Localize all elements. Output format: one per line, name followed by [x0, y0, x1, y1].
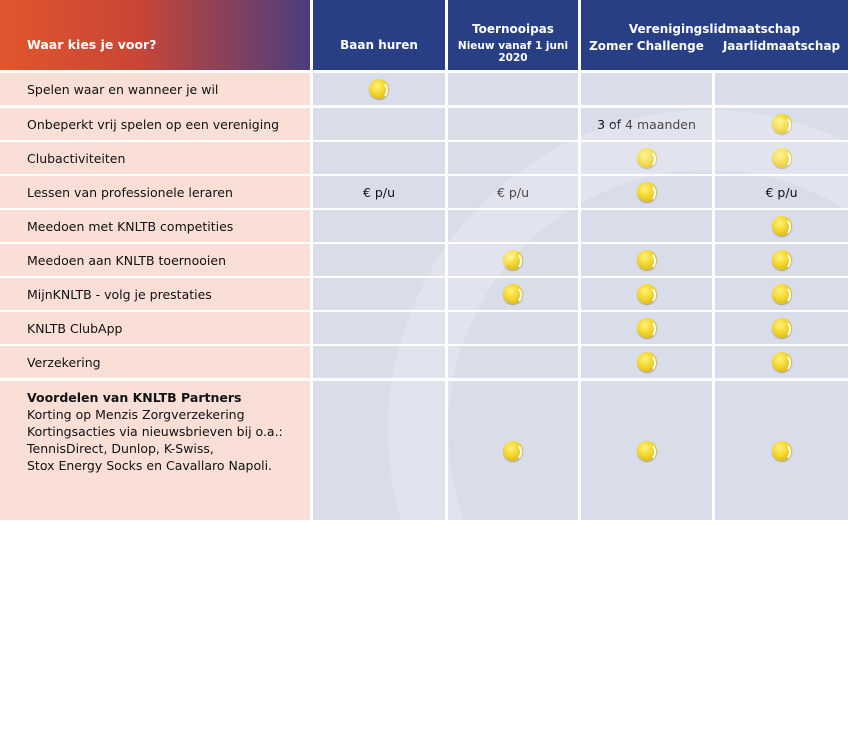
table-row-partners: [0, 381, 848, 520]
header-col-toernooipas: [448, 0, 578, 70]
tennis-ball-icon: [637, 182, 657, 202]
table-cell: [313, 142, 445, 174]
row-label: Onbeperkt vrij spelen op een vereniging: [0, 108, 310, 140]
row-label: MijnKNLTB - volg je prestaties: [0, 278, 310, 310]
header-col3-title: Zomer Challenge: [589, 39, 704, 53]
partners-title-text: Voordelen van KNLTB Partners: [27, 390, 242, 405]
table-cell: [313, 176, 445, 208]
tennis-ball-icon: [772, 441, 792, 461]
table-cell: [313, 381, 445, 520]
partners-line3: TennisDirect, Dunlop, K-Swiss,: [27, 441, 214, 456]
row-label: Clubactiviteiten: [0, 142, 310, 174]
table-cell: [448, 73, 578, 105]
cell-value: € p/u: [363, 184, 395, 200]
table-cell: [313, 210, 445, 242]
table-cell: [581, 312, 712, 344]
table-cell: [715, 210, 848, 242]
cell-value: € p/u: [765, 184, 798, 200]
partners-label: [0, 381, 310, 520]
table-cell: [313, 278, 445, 310]
table-cell: [313, 73, 445, 105]
header-group-verenigingslidmaatschap: [581, 0, 848, 70]
table-cell: [581, 346, 712, 378]
tennis-ball-icon: [772, 318, 792, 338]
table-cell: [581, 210, 712, 242]
table-row: [0, 176, 848, 208]
header-col2-title: Toernooipas: [472, 22, 554, 36]
tennis-ball-icon: [637, 318, 657, 338]
row-label: Lessen van professionele leraren: [0, 176, 310, 208]
table-cell: [448, 346, 578, 378]
header-col2-subtitle: Nieuw vanaf 1 juni 2020: [457, 40, 569, 64]
table-cell: [581, 176, 712, 208]
partners-title: [27, 389, 283, 406]
table-cell: [715, 176, 848, 208]
row-label: Meedoen aan KNLTB toernooien: [0, 244, 310, 276]
table-cell: [581, 142, 712, 174]
tennis-ball-icon: [772, 250, 792, 270]
header-question: Waar kies je voor?: [27, 37, 157, 52]
table-row: [0, 210, 848, 242]
table-cell: [313, 346, 445, 378]
table-cell: [715, 142, 848, 174]
partners-text: [27, 381, 283, 474]
table-cell: [313, 108, 445, 140]
header-col4-title: Jaarlidmaatschap: [722, 39, 841, 53]
table-cell: [313, 244, 445, 276]
tennis-ball-icon: [772, 216, 792, 236]
tennis-ball-icon: [772, 352, 792, 372]
table-cell: [715, 244, 848, 276]
table-cell: [448, 312, 578, 344]
tennis-ball-icon: [772, 284, 792, 304]
tennis-ball-icon: [637, 441, 657, 461]
row-label: Spelen waar en wanneer je wil: [0, 73, 310, 105]
table-cell: [448, 108, 578, 140]
table-cell: [715, 278, 848, 310]
table-cell: [448, 278, 578, 310]
row-label: KNLTB ClubApp: [0, 312, 310, 344]
table-row: [0, 312, 848, 344]
table-cell: [581, 381, 712, 520]
tennis-ball-icon: [772, 148, 792, 168]
partners-line4: Stox Energy Socks en Cavallaro Napoli.: [27, 458, 273, 473]
table-cell: [715, 73, 848, 105]
table-cell: [715, 381, 848, 520]
table-cell: [448, 381, 578, 520]
tennis-ball-icon: [637, 148, 657, 168]
table-cell: [448, 210, 578, 242]
table-cell: [715, 312, 848, 344]
table-row: [0, 108, 848, 140]
row-label: Meedoen met KNLTB competities: [0, 210, 310, 242]
table-row: [0, 142, 848, 174]
table-cell: [448, 142, 578, 174]
table-cell: [715, 108, 848, 140]
header-group-title: Verenigingslidmaatschap: [628, 22, 801, 36]
table-row: [0, 346, 848, 378]
cell-value: € p/u: [497, 184, 529, 200]
table-cell: [715, 346, 848, 378]
partners-line1: Korting op Menzis Zorgverzekering: [27, 407, 245, 422]
header-col1-title: Baan huren: [340, 38, 418, 52]
table-row: [0, 73, 848, 105]
tennis-ball-icon: [503, 250, 523, 270]
table-cell: [313, 312, 445, 344]
table-row: [0, 278, 848, 310]
tennis-ball-icon: [503, 441, 523, 461]
tennis-ball-icon: [637, 352, 657, 372]
tennis-ball-icon: [637, 250, 657, 270]
table-cell: [581, 278, 712, 310]
table-row: [0, 244, 848, 276]
partners-line2: Kortingsacties via nieuwsbrieven bij o.a.:: [27, 424, 283, 439]
table-cell: [448, 176, 578, 208]
tennis-ball-icon: [369, 79, 389, 99]
tennis-ball-icon: [637, 284, 657, 304]
cell-value: 3 of 4 maanden: [597, 116, 696, 132]
table-cell: [581, 244, 712, 276]
tennis-ball-icon: [772, 114, 792, 134]
table-cell: [581, 73, 712, 105]
table-cell: [581, 108, 712, 140]
row-label: Verzekering: [0, 346, 310, 378]
header-question-cell: [0, 0, 310, 70]
tennis-ball-icon: [503, 284, 523, 304]
header-col-baan-huren: [313, 0, 445, 70]
table-cell: [448, 244, 578, 276]
